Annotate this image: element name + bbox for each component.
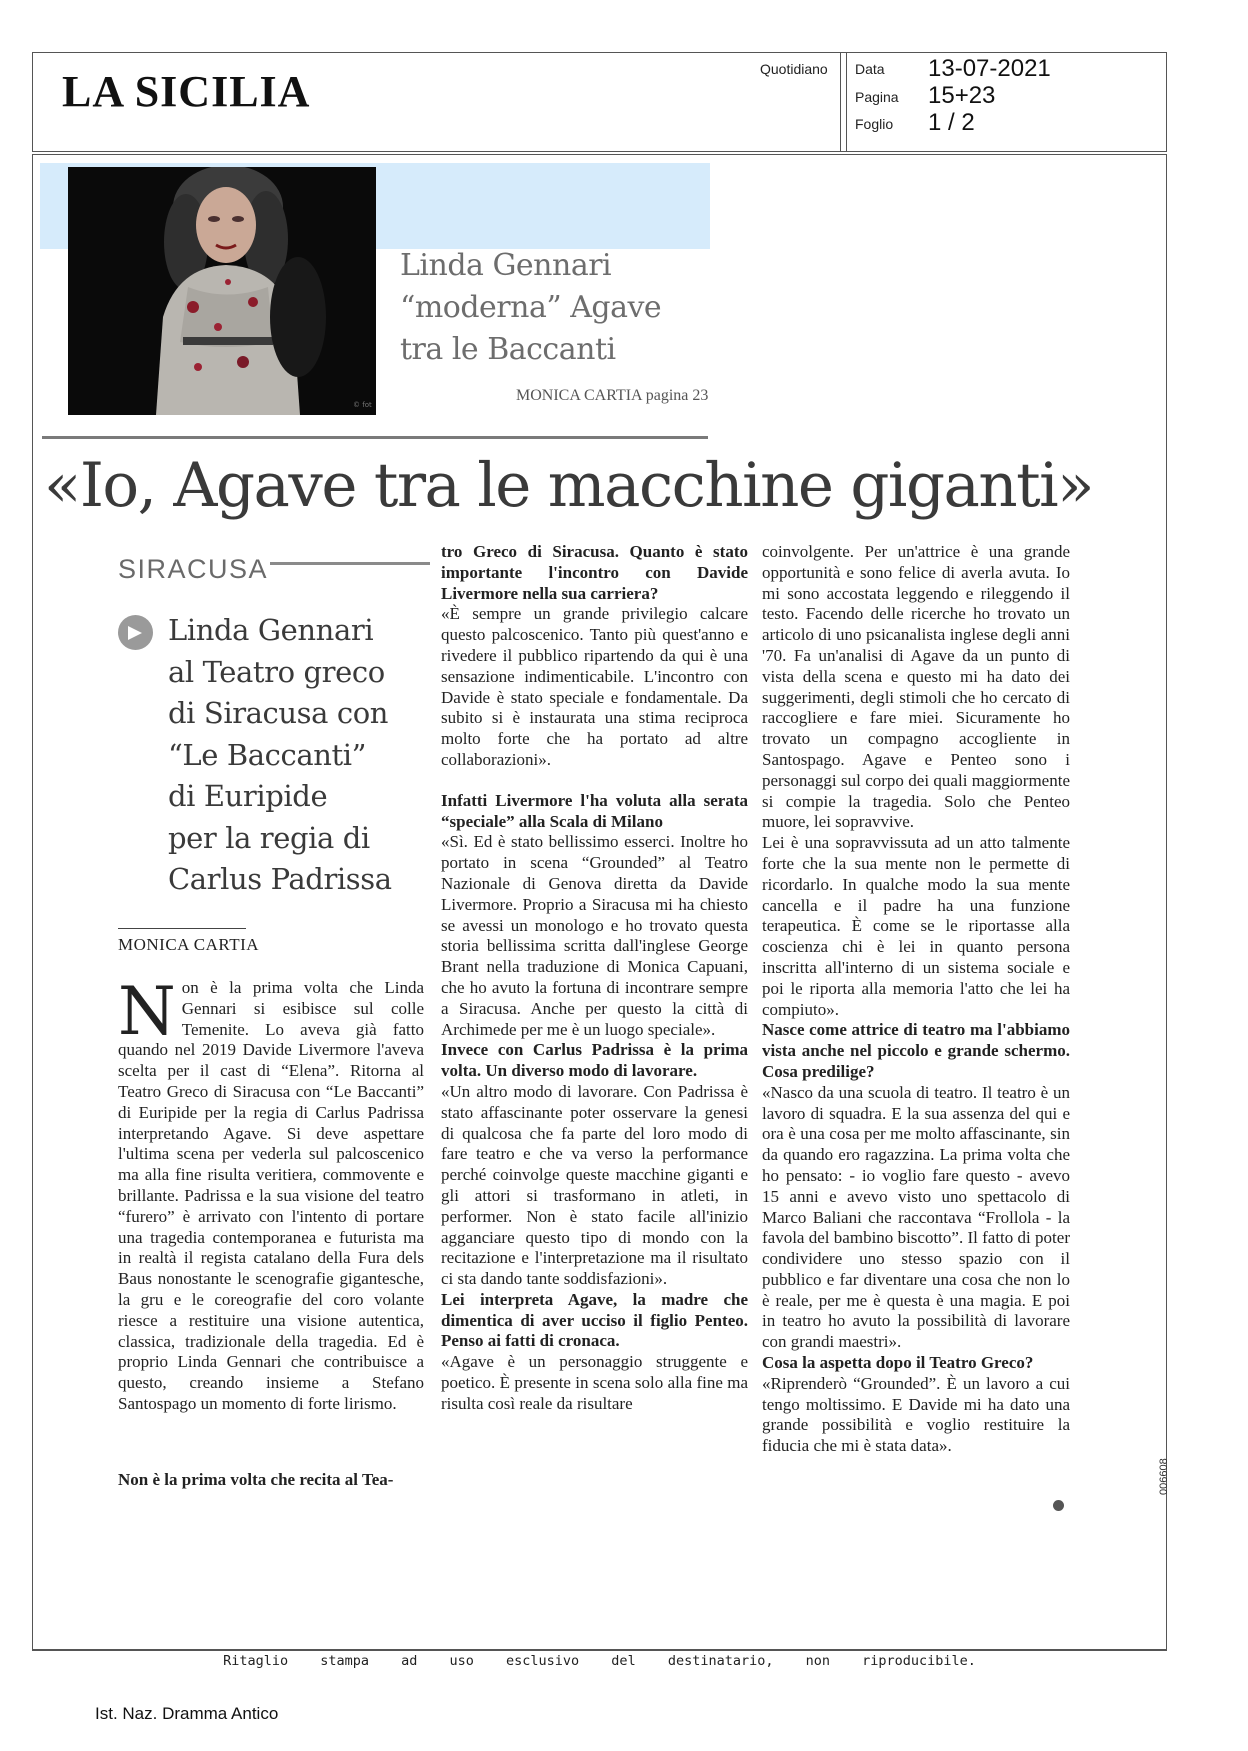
byline-rule xyxy=(118,928,246,929)
article-column-1 xyxy=(118,973,424,1415)
body-paragraph: on è la prima volta che Linda Gennari si esibisce sul colle Temenite. Lo aveva già fatto quando nel 2019 Davide Livermore l'aveva scelta per il cast di “Elena”. Ritorna al Teatro Greco di Siracusa con “Le Baccanti” di Euripide per la regia di Carlus Padrissa interpretando Agave. Si deve aspettare l'ultima scena per vederla sul palcoscenico ma alla fine risulta veritiera, commovente e brillante. Padrissa e la sua visione del teatro “furero” è arrivato con l'intento di portare una tragedia contemporanea e futurista ma in realtà il regista catalano della Fura dels Baus nonostante le scenografie gigantesche, la gru e le coreografie del coro volante riesce a restituire una visione autentica, classica, tradizionale della tragedia. Ed è proprio Linda Gennari che contribuisce a questo, creando insieme a Stefano Santospago un momento di forte lirismo. xyxy=(118,978,424,1413)
photo-credit: © fot xyxy=(353,401,372,409)
reproduction-notice: Ritaglio stampa ad uso esclusivo del destinatario, non riproducibile. xyxy=(223,1653,976,1669)
clipping-code: 006608 xyxy=(1158,1458,1170,1495)
article-headline: «Io, Agave tra le macchine giganti» xyxy=(44,450,1093,521)
teaser-title-line: “moderna” Agave xyxy=(400,290,662,325)
date-value: 13-07-2021 xyxy=(928,55,1051,82)
kicker-rule xyxy=(270,562,430,565)
interview-answer: «Nasco da una scuola di teatro. Il teatro è un lavoro di squadra. E la sua assenza del qui e ora è una cosa per me molto affascinante, sin da quando ero ragazzina. La prima volta che ho pensato: - io voglio fare questo - avevo 15 anni e avevo visto uno spettacolo di Marco Baliani che raccontava “Frollola - la favola del bambino biscotto”. Il fatto di poter condividere uno stesso spazio con il pubblico e far diventare una cosa che non lo è reale, per me è questa è una magia. E poi in teatro ho avuto la possibilità di lavorare con grandi maestri». xyxy=(762,1082,1070,1352)
drop-cap: N xyxy=(118,973,176,1050)
interview-answer: «Sì. Ed è stato bellissimo esserci. Inoltre ho portato in scena “Grounded” al Teatro Nazionale di Genova diretta da Davide Livermore. Proprio a Siracusa mi ha chiesto se avessi un monologo e ho trovato questa storia bellissima scritta dall'inglese George Brant nella traduzione di Monica Capuani, che ho avuto la fortuna di incontrare sempre a Siracusa. Anche per questo la città di Archimede per me è un luogo speciale». xyxy=(441,832,748,1039)
interview-question: Cosa la aspetta dopo il Teatro Greco? xyxy=(762,1353,1034,1373)
source-label: Ist. Naz. Dramma Antico xyxy=(95,1704,279,1723)
article-column-2 xyxy=(441,542,748,1415)
page-value: 15+23 xyxy=(928,82,996,109)
interview-question: Invece con Carlus Padrissa è la prima volta. Un diverso modo di lavorare. xyxy=(441,1040,748,1081)
newspaper-masthead: LA SICILIA xyxy=(62,67,311,116)
interview-answer: Lei è una sopravvissuta ad un atto talmente forte che la sua mente non le permette di ricordarlo. In qualche modo la sua mente cancella e il padre ha una funzione terapeutica. È come se le riportasse alla coscienza chi è lei in quanto persona inscritta all'interno di un sistema sociale e poi le riporta alla memoria l'atto che lei ha compiuto». xyxy=(762,833,1070,1019)
interview-question: Infatti Livermore l'ha voluta alla serata “speciale” alla Scala di Milano xyxy=(441,790,748,831)
interview-question: tro Greco di Siracusa. Quanto è stato importante l'incontro con Davide Livermore nella sua carriera? xyxy=(441,542,748,603)
article-kicker: SIRACUSA xyxy=(118,554,269,584)
teaser-title-line: tra le Baccanti xyxy=(400,332,616,367)
footer-rule xyxy=(32,1650,1167,1651)
arrow-bullet-icon xyxy=(118,615,153,650)
frequency-label: Quotidiano xyxy=(760,61,828,77)
article-column-3 xyxy=(762,542,1070,1457)
header-divider xyxy=(846,52,847,152)
interview-question: Lei interpreta Agave, la madre che dimentica di aver ucciso il figlio Penteo. Penso ai fatti di cronaca. xyxy=(441,1289,748,1351)
interview-answer: «Riprenderò “Grounded”. È un lavoro a cui tengo moltissimo. E Davide mi ha dato una grande possibilità e voglio restituire la fiducia che mi è stata data». xyxy=(762,1373,1070,1456)
interview-answer: «Un altro modo di lavorare. Con Padrissa è stato affascinante poter osservare la genesi di qualcosa che fa parte del loro modo di fare teatro e che va verso la performance perché coinvolge queste macchine giganti e gli attori si trasformano in atleti, in performer. Non è stato facile all'inizio agganciare questo tipo di mondo con la recitazione e l'interpretazione ma il risultato ci sta dando tante soddisfazioni». xyxy=(441,1081,748,1289)
interview-answer: «È sempre un grande privilegio calcare questo palcoscenico. Tanto più quest'anno e rivedere il pubblico ripartendo da qui è una sensazione indimenticabile. L'incontro con Davide è stato speciale e fondamentale. Da subito si è instaurata una stima reciproca molto forte che ha portato ad altre collaborazioni». xyxy=(441,604,748,769)
article-subhead: Linda Gennari al Teatro greco di Siracusa con “Le Baccanti” di Euripide per la regia di Carlus Padrissa xyxy=(168,613,392,896)
teaser-byline: MONICA CARTIA pagina 23 xyxy=(516,387,709,404)
end-mark-icon xyxy=(1053,1500,1064,1511)
sheet-value: 1 / 2 xyxy=(928,109,975,136)
teaser-title-line: Linda Gennari xyxy=(400,248,612,283)
article-column-1-question xyxy=(118,1470,424,1491)
actress-photo xyxy=(68,167,376,415)
interview-question: Non è la prima volta che recita al Tea- xyxy=(118,1470,394,1489)
interview-answer: coinvolgente. Per un'attrice è una grande opportunità e sono felice di averla avuta. Io mi sono accostata leggendo e rileggendo il testo. Facendo delle ricerche ho trovato un articolo di uno psicanalista inglese degli anni '70. Fa un'analisi di Agave da un punto di vista della scena e questo mi ha dato dei suggerimenti, degli stimoli che ho cercato di raccogliere e fare miei. Sicuramente ho trovato un compagno accogliente in Santospago. Agave e Penteo sono i personaggi sul corpo dei quali maggiormente si compie la tragedia. Solo che Penteo muore, lei sopravvive. xyxy=(762,542,1070,832)
page-label: Pagina xyxy=(855,89,899,105)
sheet-label: Foglio xyxy=(855,116,894,132)
teaser-divider xyxy=(42,436,708,439)
interview-question: Nasce come attrice di teatro ma l'abbiamo vista anche nel piccolo e grande schermo. Cosa predilige? xyxy=(762,1020,1070,1081)
article-byline: MONICA CARTIA xyxy=(118,935,260,954)
interview-answer: «Agave è un personaggio struggente e poetico. È presente in scena solo alla fine ma risulta così reale da risultare xyxy=(441,1352,748,1413)
date-label: Data xyxy=(855,61,885,77)
header-divider xyxy=(840,52,841,152)
